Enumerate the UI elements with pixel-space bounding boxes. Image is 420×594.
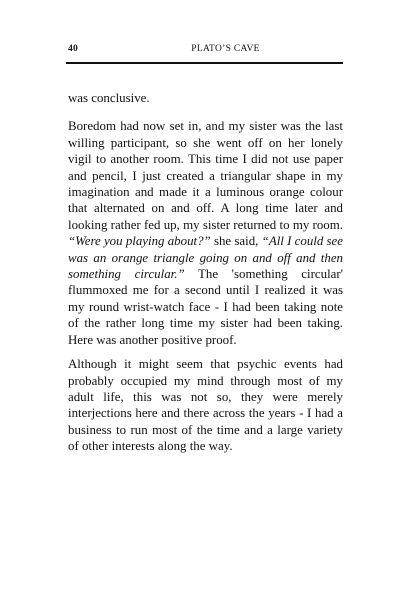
header-rule	[66, 62, 343, 64]
page-number: 40	[68, 44, 78, 54]
paragraph-2	[68, 118, 343, 348]
paragraph-3: Although it might seem that psychic events had probably occupied my mind through most of my adult life, this was not so, they were merely interjections here and there across the years - I had a business to run most of the time and a large variety of other interests along the way.	[68, 357, 343, 454]
book-title: PLATO’S CAVE	[191, 44, 260, 54]
paragraph-2-text-3: The 'something circular' flummoxed me for a second until I realized it was my round wrist-watch face - I had been taking note of the rather long time my sister had been taking. Here was another positive proof.	[68, 267, 343, 347]
quote-question: “Were you playing about?”	[68, 234, 211, 249]
paragraph-1: was conclusive.	[68, 91, 150, 105]
paragraph-2-text-2: she said,	[210, 234, 262, 249]
running-header	[68, 44, 343, 60]
paragraph-2-text-1: Boredom had now set in, and my sister was the last willing participant, so she went off on her lonely vigil to another room. This time I did not use paper and pencil, I just created a triangular shape in my imagination and made it a luminous orange colour that alternated on and off. A long time later and looking rather fed up, my sister returned to my room.	[68, 119, 343, 232]
body-text	[68, 90, 343, 463]
quote-description: “All I could see was an orange triangle going on and off and then something circular.”	[68, 234, 344, 282]
